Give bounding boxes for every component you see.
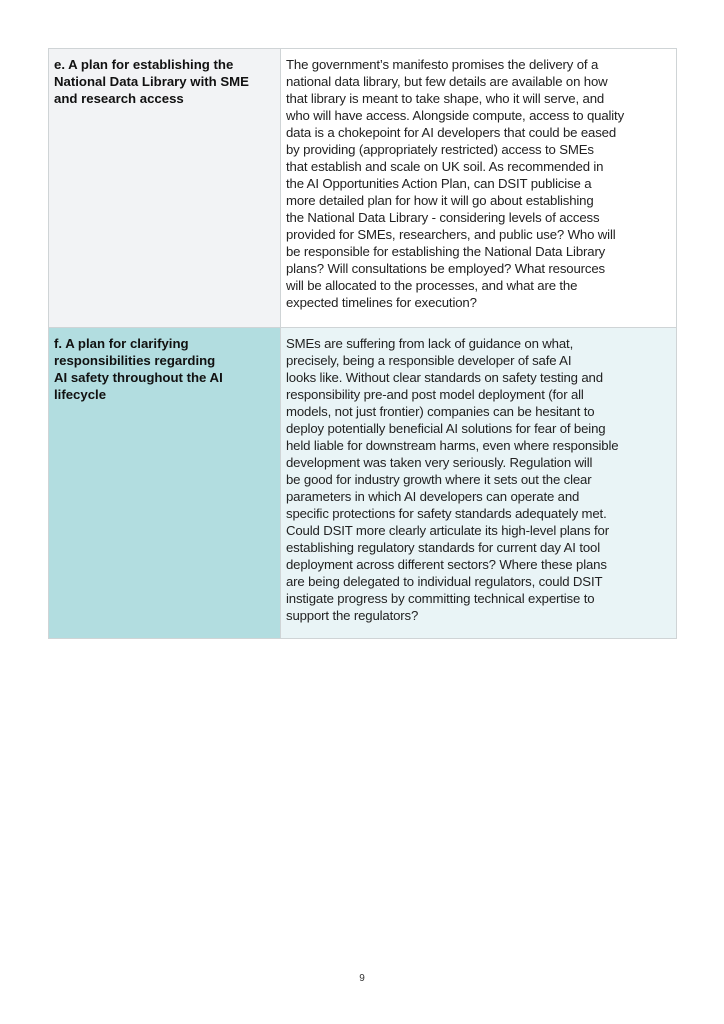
table-row <box>49 49 677 328</box>
row-body-text: SMEs are suffering from lack of guidance on what, precisely, being a responsible developer of safe AI looks like. Without clear standards on safety testing and responsibility pre-and post model deployment (for all models, not just frontier) companies can be hesitant to deploy potentially beneficial AI solutions for fear of being held liable for downstream harms, even where responsible development was taken very seriously. Regulation will be good for industry growth where it sets out the clear parameters in which AI developers can operate and specific protections for safety standards adequately met. Could DSIT more clearly articulate its high-level plans for establishing regulatory standards for current day AI tool deployment across different sectors? Where these plans are being delegated to individual regulators, could DSIT instigate progress by committing technical expertise to support the regulators? <box>286 336 619 623</box>
row-heading: f. A plan for clarifying responsibilities regarding AI safety throughout the AI lifecycle <box>54 336 223 402</box>
row-heading-cell <box>49 49 281 328</box>
row-heading: e. A plan for establishing the National Data Library with SME and research access <box>54 57 249 106</box>
row-body-text: The government’s manifesto promises the delivery of a national data library, but few details are available on how that library is meant to take shape, who it will serve, and who will have access. Alongside compute, access to quality data is a chokepoint for AI developers that could be eased by providing (appropriately restricted) access to SMEs that establish and scale on UK soil. As recommended in the AI Opportunities Action Plan, can DSIT publicise a more detailed plan for how it will go about establishing the National Data Library - considering levels of access provided for SMEs, researchers, and public use? Who will be responsible for establishing the National Data Library plans? Will consultations be employed? What resources will be allocated to the processes, and what are the expected timelines for execution? <box>286 57 625 310</box>
row-heading-cell <box>49 328 281 639</box>
policy-recommendations-table <box>48 48 677 639</box>
row-body-cell <box>281 49 677 328</box>
page-number: 9 <box>359 973 365 984</box>
row-body-cell <box>281 328 677 639</box>
table-row <box>49 328 677 639</box>
